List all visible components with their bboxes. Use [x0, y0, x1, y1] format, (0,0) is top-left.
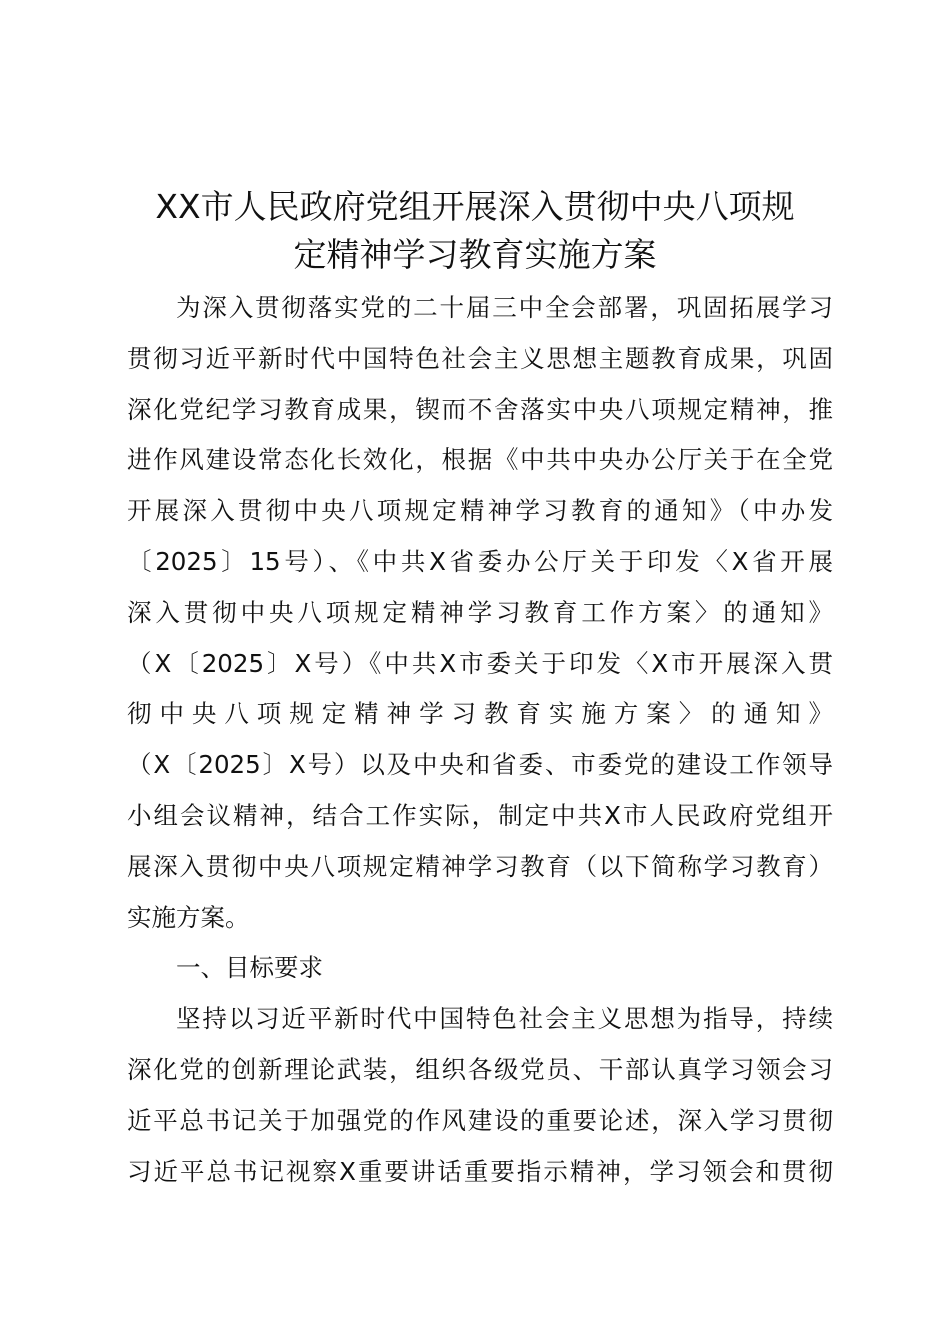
body-line: 展深入贯彻中央八项规定精神学习教育（以下简称学习教育） — [127, 851, 833, 881]
body-line: 近平总书记关于加强党的作风建设的重要论述，深入学习贯彻 — [127, 1105, 833, 1135]
body-line: 深化党纪学习教育成果，锲而不舍落实中央八项规定精神，推 — [127, 394, 833, 424]
body-line: 贯彻习近平新时代中国特色社会主义思想主题教育成果，巩固 — [127, 343, 833, 373]
body-line: 为深入贯彻落实党的二十届三中全会部署，巩固拓展学习 — [176, 293, 833, 322]
body-line: （X〔2025〕X号）以及中央和省委、市委党的建设工作领导 — [127, 750, 833, 780]
document-body — [127, 283, 833, 1197]
body-line: 彻中央八项规定精神学习教育实施方案〉的通知》 — [127, 699, 833, 729]
section-heading: 一、目标要求 — [176, 953, 323, 983]
title-line-1: XX市人民政府党组开展深入贯彻中央八项规 — [155, 187, 795, 226]
body-line: 〔2025〕15号）、《中共X省委办公厅关于印发〈X省开展 — [127, 546, 833, 576]
body-line: 实施方案。 — [127, 902, 250, 932]
body-line: 深化党的创新理论武装，组织各级党员、干部认真学习领会习 — [127, 1054, 833, 1084]
document-title — [100, 183, 850, 279]
body-line: 进作风建设常态化长效化，根据《中共中央办公厅关于在全党 — [127, 445, 833, 475]
title-line-2: 定精神学习教育实施方案 — [293, 235, 657, 274]
body-line: 习近平总书记视察X重要讲话重要指示精神，学习领会和贯彻 — [127, 1156, 833, 1186]
body-line: 小组会议精神，结合工作实际，制定中共X市人民政府党组开 — [127, 800, 833, 830]
body-line: （X〔2025〕X号）《中共X市委关于印发〈X市开展深入贯 — [127, 648, 833, 678]
body-line: 深入贯彻中央八项规定精神学习教育工作方案〉的通知》 — [127, 597, 833, 627]
body-line: 坚持以习近平新时代中国特色社会主义思想为指导，持续 — [176, 1004, 833, 1034]
body-line: 开展深入贯彻中央八项规定精神学习教育的通知》（中办发 — [127, 496, 833, 526]
